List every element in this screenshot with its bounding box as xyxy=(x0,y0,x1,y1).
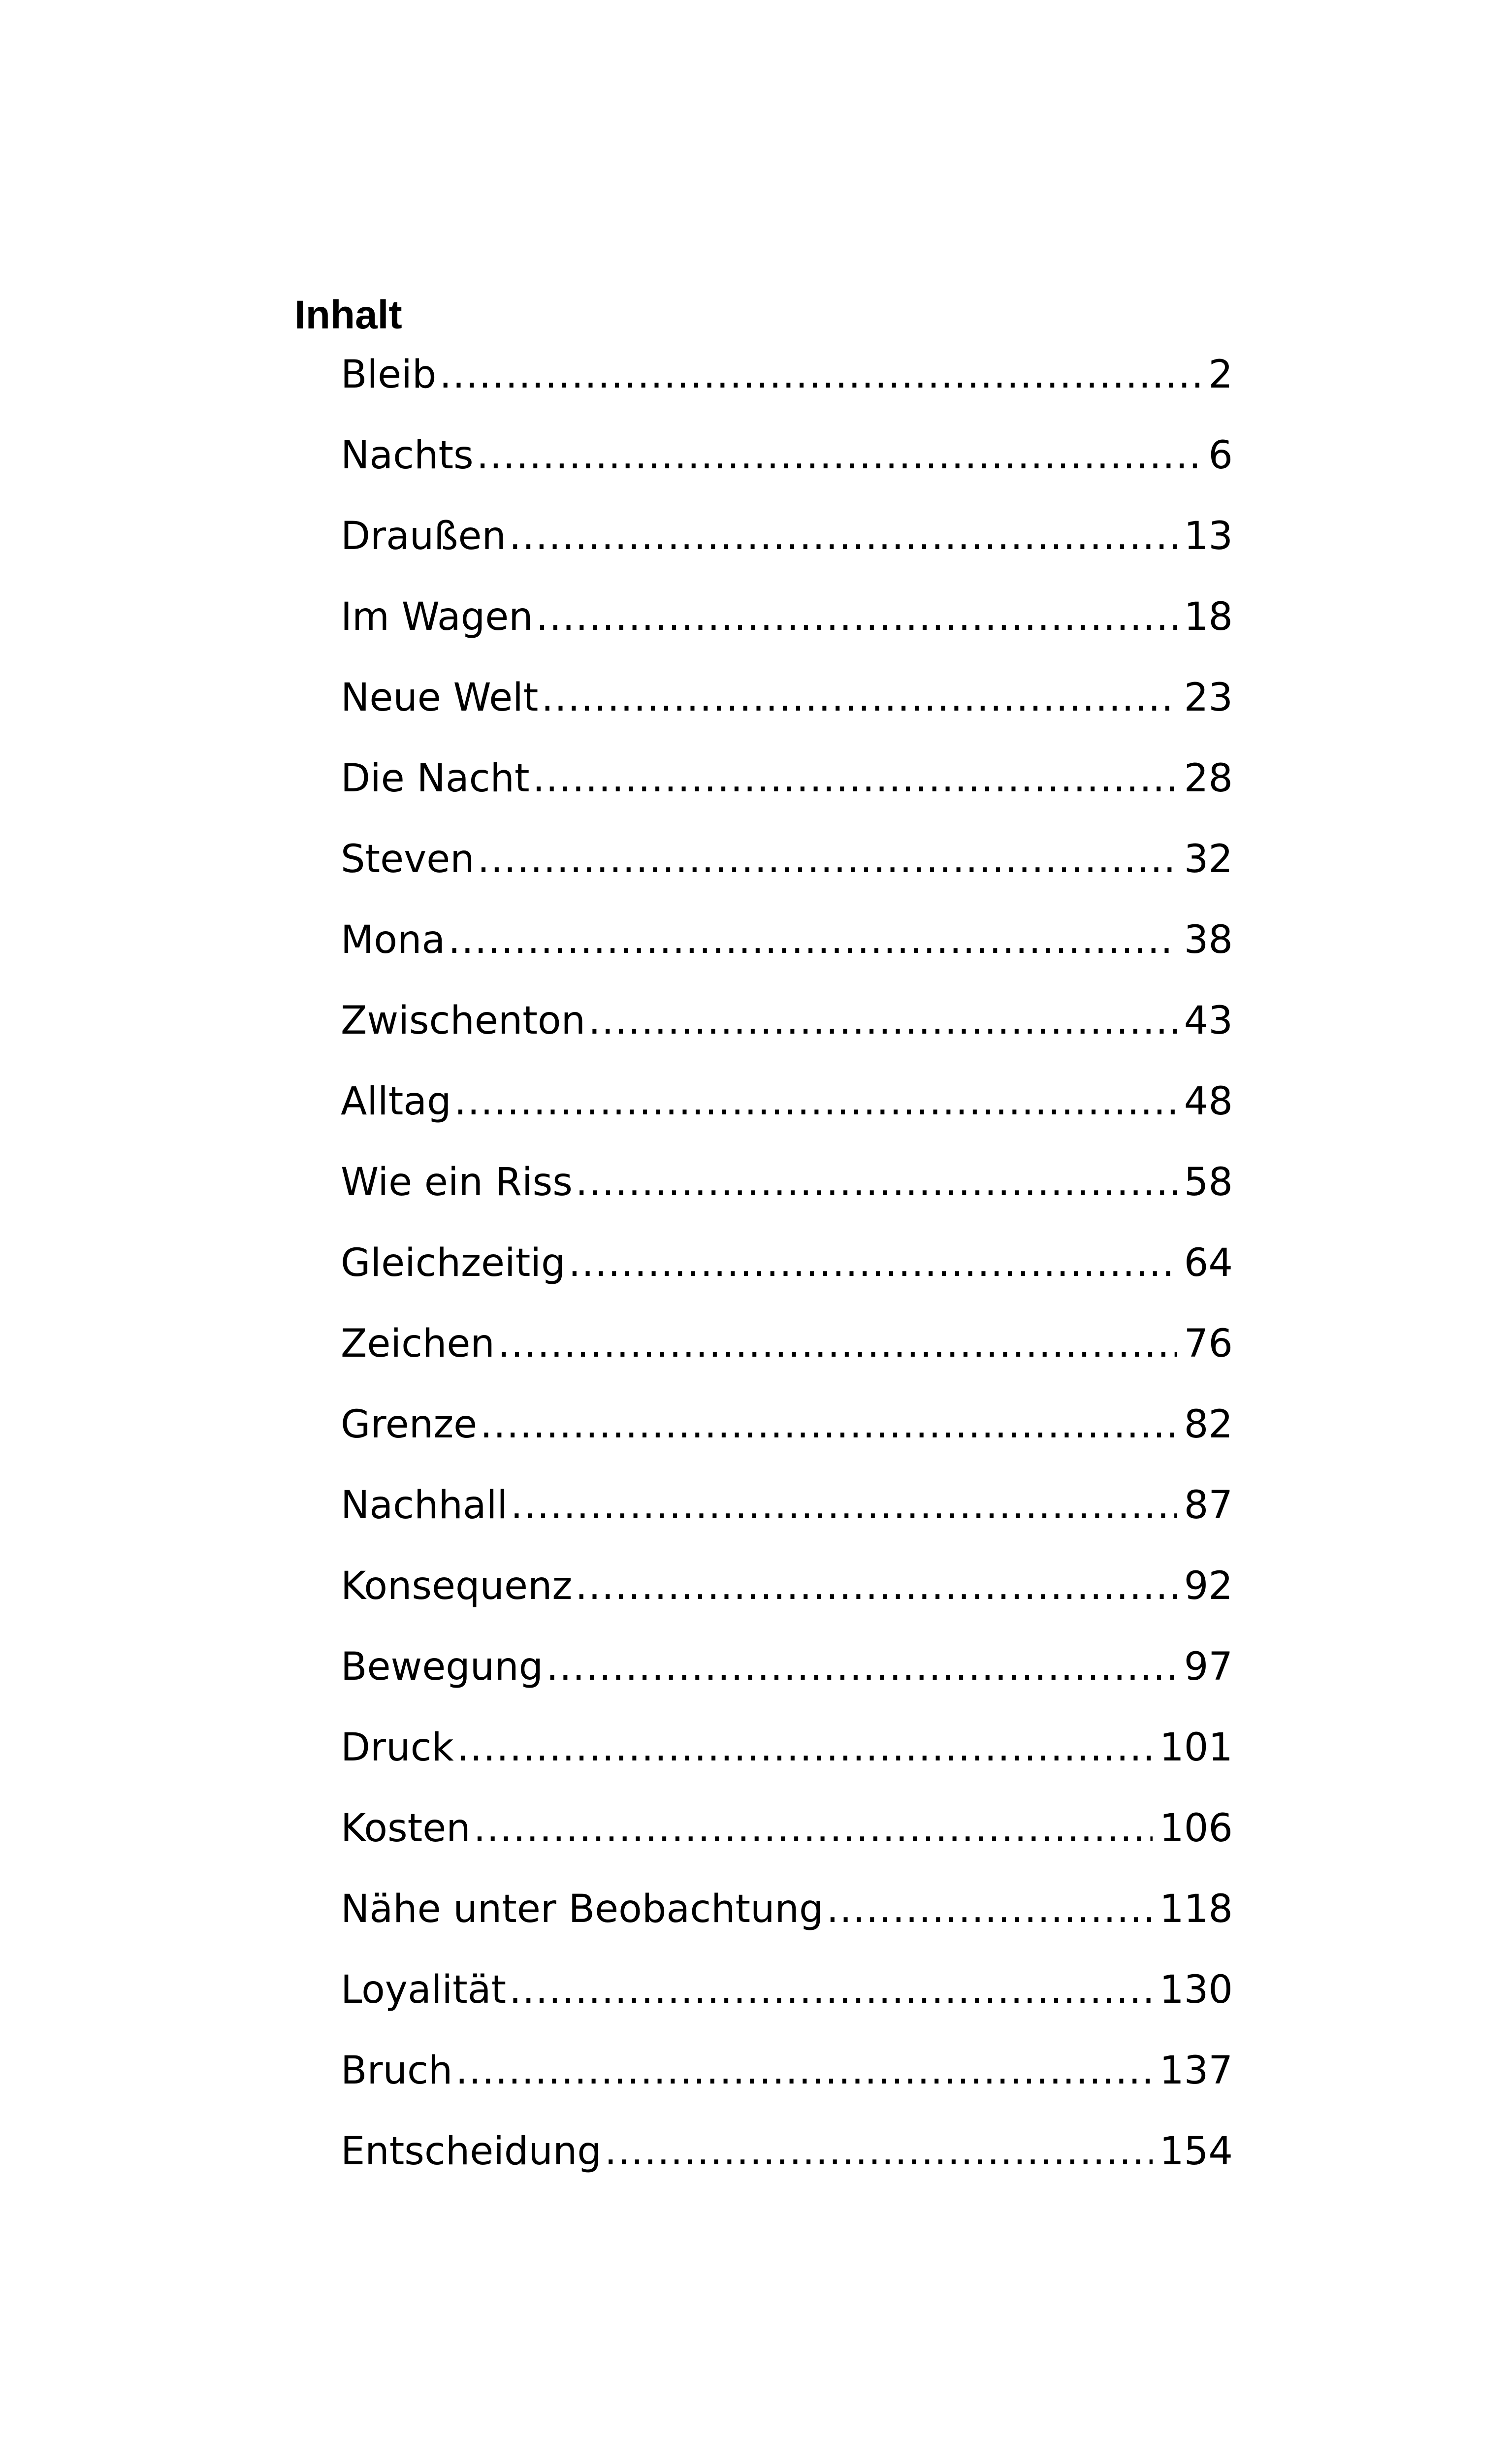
toc-entry-title: Bruch xyxy=(341,2049,453,2093)
toc-entry-title: Die Nacht xyxy=(341,756,530,801)
toc-dot-leader xyxy=(454,1075,1177,1129)
toc-entry-title: Entscheidung xyxy=(341,2129,602,2174)
toc-entry-title: Draußen xyxy=(341,514,506,558)
toc-dot-leader xyxy=(478,832,1177,886)
toc-entry-title: Neue Welt xyxy=(341,676,539,720)
toc-entry-title: Druck xyxy=(341,1726,454,1770)
toc-entry-page-number: 6 xyxy=(1208,433,1233,478)
toc-entry-title: Mona xyxy=(341,918,446,962)
toc-entry-page-number: 13 xyxy=(1184,514,1233,558)
toc-entry[interactable] xyxy=(341,832,1233,913)
toc-entry[interactable] xyxy=(341,1801,1233,1882)
toc-entry-page-number: 64 xyxy=(1184,1241,1233,1285)
toc-entry[interactable] xyxy=(341,1478,1233,1559)
toc-entry-title: Kosten xyxy=(341,1806,471,1851)
toc-dot-leader xyxy=(541,671,1177,725)
toc-dot-leader xyxy=(588,994,1177,1048)
toc-dot-leader xyxy=(509,509,1177,563)
toc-entry-title: Steven xyxy=(341,837,475,881)
toc-entry-page-number: 18 xyxy=(1184,595,1233,639)
toc-entry[interactable] xyxy=(341,1963,1233,2044)
toc-entry[interactable] xyxy=(341,2044,1233,2124)
toc-entry-title: Nachts xyxy=(341,433,474,478)
toc-dot-leader xyxy=(568,1236,1177,1290)
toc-entry-page-number: 28 xyxy=(1184,756,1233,801)
toc-entry[interactable] xyxy=(341,751,1233,832)
toc-entry[interactable] xyxy=(341,913,1233,994)
toc-entry-title: Konsequenz xyxy=(341,1564,573,1608)
toc-entry-title: Grenze xyxy=(341,1402,478,1447)
toc-dot-leader xyxy=(826,1882,1153,1936)
toc-entry-page-number: 97 xyxy=(1184,1645,1233,1689)
toc-entry-page-number: 76 xyxy=(1184,1322,1233,1366)
toc-entry[interactable] xyxy=(341,1559,1233,1640)
table-of-contents xyxy=(341,348,1233,2205)
toc-dot-leader xyxy=(536,590,1177,644)
toc-entry-page-number: 58 xyxy=(1184,1160,1233,1205)
toc-entry[interactable] xyxy=(341,994,1233,1075)
toc-entry[interactable] xyxy=(341,1317,1233,1398)
toc-entry[interactable] xyxy=(341,509,1233,590)
toc-entry[interactable] xyxy=(341,1236,1233,1317)
toc-heading: Inhalt xyxy=(294,293,402,337)
toc-entry[interactable] xyxy=(341,1640,1233,1721)
toc-entry[interactable] xyxy=(341,1882,1233,1963)
toc-entry-title: Alltag xyxy=(341,1079,451,1124)
toc-dot-leader xyxy=(448,913,1177,967)
toc-dot-leader xyxy=(480,1398,1177,1452)
toc-entry-page-number: 118 xyxy=(1159,1887,1233,1931)
toc-entry[interactable] xyxy=(341,2124,1233,2205)
toc-entry-title: Nachhall xyxy=(341,1483,508,1528)
toc-entry[interactable] xyxy=(341,428,1233,509)
toc-entry[interactable] xyxy=(341,348,1233,428)
toc-entry-title: Loyalität xyxy=(341,1968,507,2012)
toc-entry-page-number: 130 xyxy=(1159,1968,1233,2012)
toc-dot-leader xyxy=(605,2124,1153,2179)
toc-entry-title: Gleichzeitig xyxy=(341,1241,566,1285)
toc-entry-page-number: 137 xyxy=(1159,2049,1233,2093)
toc-entry-page-number: 2 xyxy=(1208,353,1233,397)
toc-entry[interactable] xyxy=(341,671,1233,751)
toc-dot-leader xyxy=(474,1801,1153,1856)
toc-entry-page-number: 87 xyxy=(1184,1483,1233,1528)
toc-entry-page-number: 32 xyxy=(1184,837,1233,881)
toc-entry-title: Im Wagen xyxy=(341,595,533,639)
toc-entry[interactable] xyxy=(341,1075,1233,1155)
toc-dot-leader xyxy=(511,1478,1177,1532)
toc-dot-leader xyxy=(477,428,1202,483)
toc-entry-page-number: 82 xyxy=(1184,1402,1233,1447)
toc-dot-leader xyxy=(575,1559,1177,1613)
toc-dot-leader xyxy=(439,348,1201,402)
toc-entry[interactable] xyxy=(341,1398,1233,1478)
toc-dot-leader xyxy=(455,2044,1153,2098)
toc-entry-page-number: 48 xyxy=(1184,1079,1233,1124)
toc-entry-page-number: 92 xyxy=(1184,1564,1233,1608)
toc-entry-page-number: 106 xyxy=(1159,1806,1233,1851)
toc-entry-title: Bleib xyxy=(341,353,437,397)
toc-entry-page-number: 38 xyxy=(1184,918,1233,962)
toc-entry-title: Bewegung xyxy=(341,1645,544,1689)
toc-entry-page-number: 43 xyxy=(1184,999,1233,1043)
toc-dot-leader xyxy=(576,1155,1177,1209)
toc-dot-leader xyxy=(546,1640,1177,1694)
toc-entry[interactable] xyxy=(341,1155,1233,1236)
toc-entry[interactable] xyxy=(341,590,1233,671)
toc-entry-title: Zwischenton xyxy=(341,999,586,1043)
toc-entry[interactable] xyxy=(341,1721,1233,1801)
toc-dot-leader xyxy=(533,751,1177,806)
toc-dot-leader xyxy=(498,1317,1177,1371)
toc-dot-leader xyxy=(509,1963,1153,2017)
toc-entry-title: Nähe unter Beobachtung xyxy=(341,1887,824,1931)
toc-dot-leader xyxy=(457,1721,1153,1775)
toc-entry-title: Wie ein Riss xyxy=(341,1160,573,1205)
toc-entry-page-number: 154 xyxy=(1159,2129,1233,2174)
toc-entry-page-number: 101 xyxy=(1159,1726,1233,1770)
toc-entry-page-number: 23 xyxy=(1184,676,1233,720)
toc-entry-title: Zeichen xyxy=(341,1322,495,1366)
